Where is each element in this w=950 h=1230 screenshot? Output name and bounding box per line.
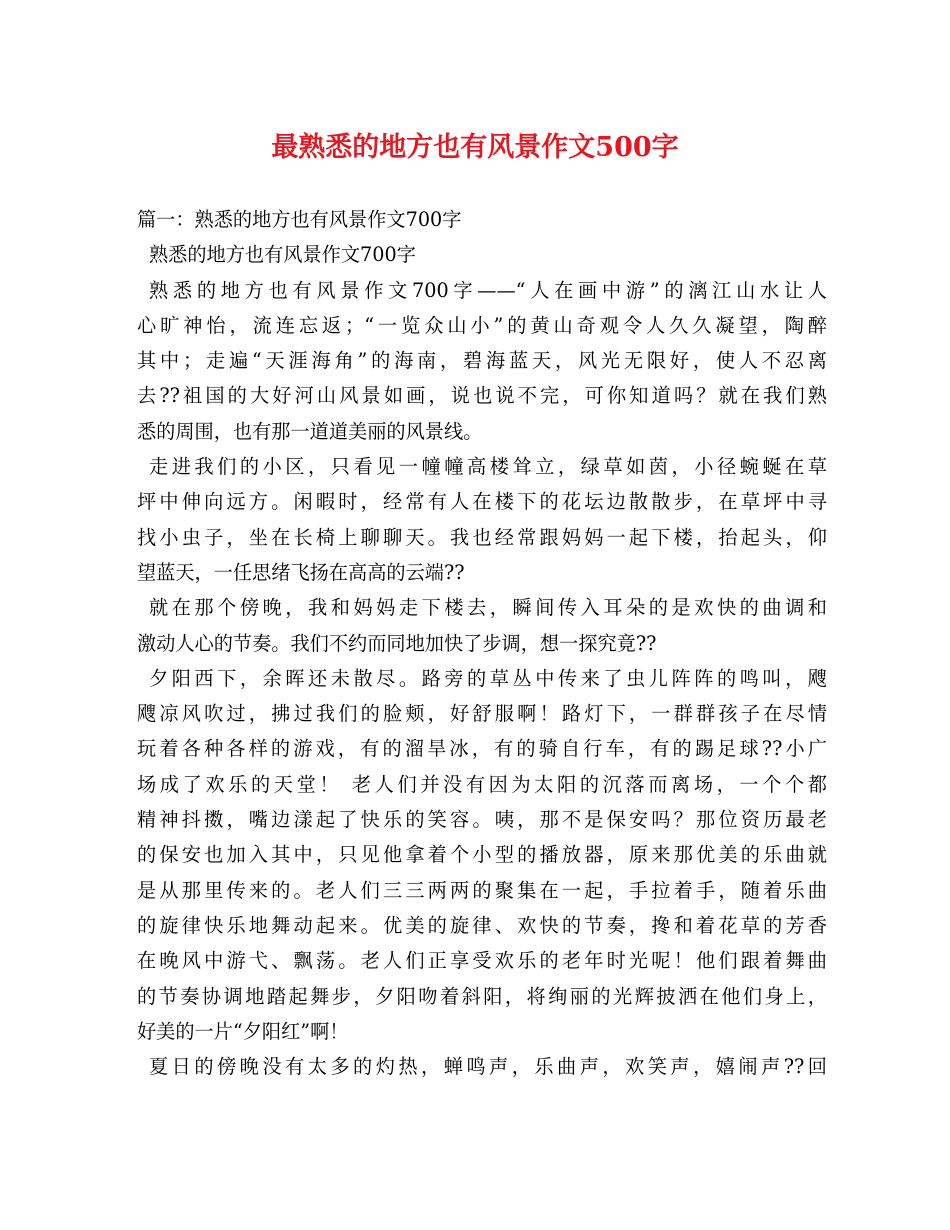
section-heading: 篇一：熟悉的地方也有风景作文700字 [137, 208, 462, 231]
document-title: 最熟悉的地方也有风景作文500字 [271, 132, 679, 163]
paragraph-line: 玩着各种各样的游戏，有的溜旱冰，有的骑自行车，有的踢足球??小广 [137, 737, 827, 761]
paragraph-line: 是从那里传来的。老人们三三两两的聚集在一起，手拉着手，随着乐曲 [137, 878, 827, 902]
paragraph-line: 去??祖国的大好河山风景如画，说也说不完，可你知道吗？就在我们熟 [137, 384, 827, 408]
paragraph-line: 在晚风中游弋、飘荡。老人们正享受欢乐的老年时光呢！他们跟着舞曲 [137, 949, 827, 973]
paragraph-line: 望蓝天，一任思绪飞扬在高高的云端?? [137, 560, 465, 584]
paragraph-line: 场成了欢乐的天堂！ 老人们并没有因为太阳的沉落而离场，一个个都 [137, 772, 827, 796]
paragraph-line: 夕阳西下，余晖还未散尽。路旁的草丛中传来了虫儿阵阵的鸣叫，飕 [149, 666, 827, 690]
paragraph-line: 熟悉的地方也有风景作文700字——“人在画中游”的漓江山水让人 [149, 278, 827, 302]
subtitle-line: 熟悉的地方也有风景作文700字 [149, 243, 416, 267]
paragraph-line: 精神抖擞，嘴边漾起了快乐的笑容。咦，那不是保安吗？那位资历最老 [137, 808, 827, 832]
paragraph-line: 夏日的傍晚没有太多的灼热，蝉鸣声，乐曲声，欢笑声，嬉闹声??回 [149, 1055, 827, 1079]
paragraph-line: 悉的周围，也有那一道道美丽的风景线。 [137, 419, 483, 443]
paragraph-line: 激动人心的节奏。我们不约而同地加快了步调，想一探究竟?? [137, 631, 657, 655]
paragraph-line: 其中；走遍“天涯海角”的海南，碧海蓝天，风光无限好，使人不忍离 [137, 349, 827, 373]
paragraph-line: 的旋律快乐地舞动起来。优美的旋律、欢快的节奏，搀和着花草的芳香 [137, 913, 827, 937]
paragraph-line: 的节奏协调地踏起舞步，夕阳吻着斜阳，将绚丽的光辉披洒在他们身上， [137, 984, 827, 1008]
paragraph-line: 就在那个傍晚，我和妈妈走下楼去，瞬间传入耳朵的是欢快的曲调和 [149, 596, 827, 620]
document-body [137, 202, 827, 1084]
paragraph-line: 心旷神怡，流连忘返；“一览众山小”的黄山奇观令人久久凝望，陶醉 [137, 313, 827, 337]
paragraph-line: 找小虫子，坐在长椅上聊聊天。我也经常跟妈妈一起下楼，抬起头，仰 [137, 525, 827, 549]
paragraph-line: 坪中伸向远方。闲暇时，经常有人在楼下的花坛边散散步，在草坪中寻 [137, 490, 827, 514]
paragraph-line: 的保安也加入其中，只见他拿着个小型的播放器，原来那优美的乐曲就 [137, 843, 827, 867]
paragraph-line: 飕凉风吹过，拂过我们的脸颊，好舒服啊！路灯下，一群群孩子在尽情 [137, 702, 827, 726]
paragraph-line: 走进我们的小区，只看见一幢幢高楼耸立，绿草如茵，小径蜿蜒在草 [149, 455, 827, 479]
paragraph-line: 好美的一片“夕阳红”啊！ [137, 1019, 349, 1043]
